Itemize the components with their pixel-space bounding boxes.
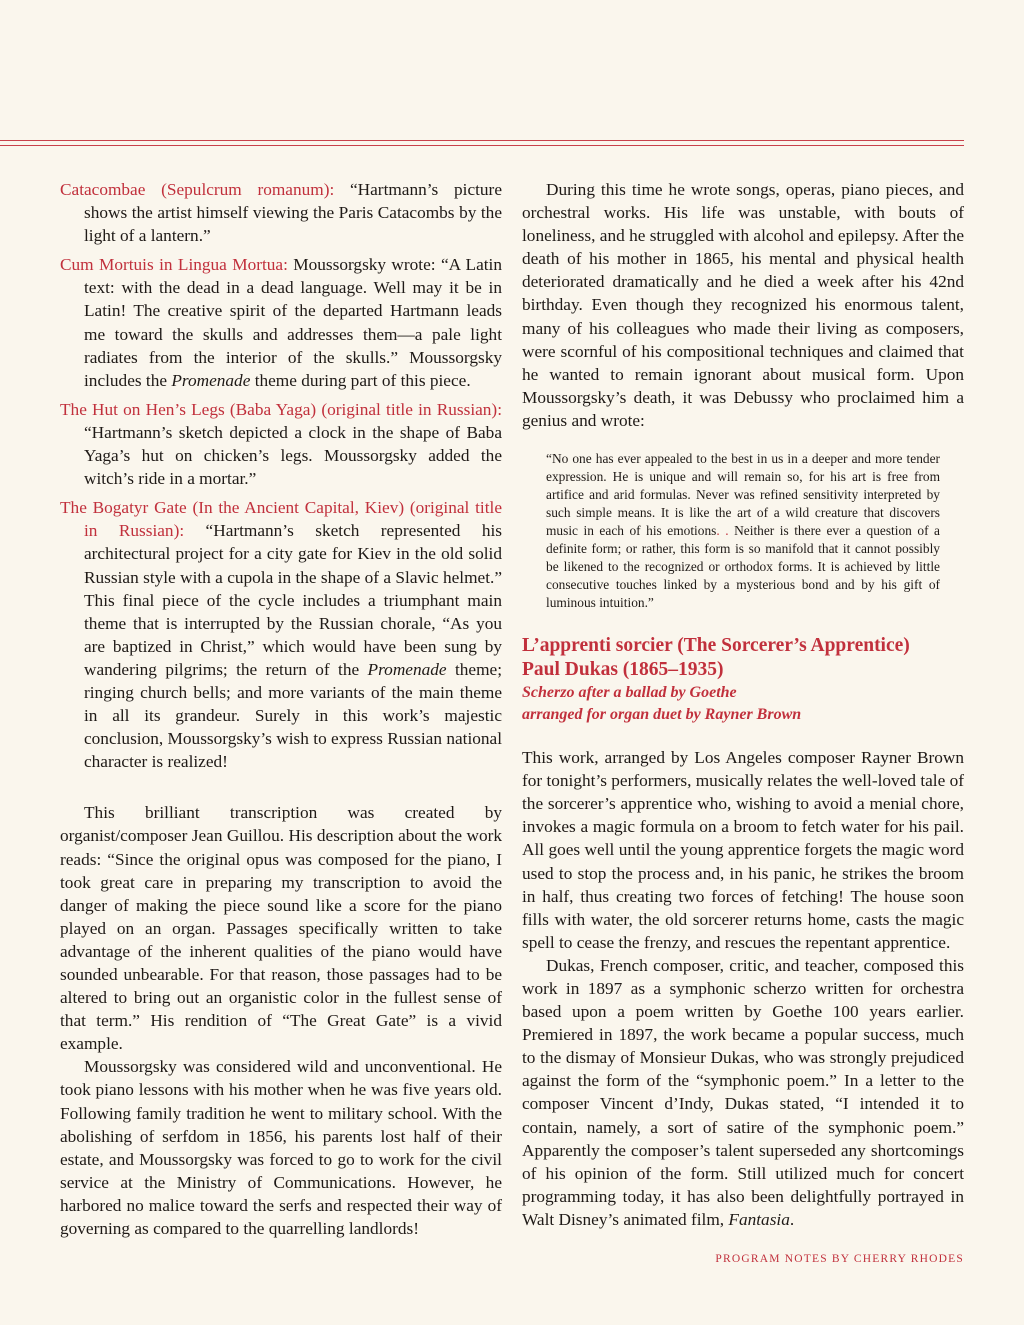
piece-heading <box>522 634 964 726</box>
piece-subtitle: Scherzo after a ballad by Goethe <box>522 684 737 702</box>
movement-title: Cum Mortuis in Lingua Mortua: <box>60 255 288 275</box>
piece-arranger: arranged for organ duet by Rayner Brown <box>522 706 802 724</box>
paragraph-text: Dukas, French composer, critic, and teacher, composed this work in 1897 as a symphonic scherzo written for orchestra based upon a poem written by Goethe 100 years earlier. Premiered in 1897, the work became a popular success, much to the dismay of Monsieur Dukas, who was strongly prejudiced against the form of the “symphonic poem.” In a letter to the composer Vincent d’Indy, Dukas stated, “I intended it to contain, namely, a sort of satire of the symphonic poem.” Apparently the composer’s talent superseded any shortcomings of his opinion of the form. Still utilized much for concert programming today, it has also been delightfully portrayed in Walt Disney’s animated film, <box>522 955 964 1229</box>
movement-text: Moussorgsky wrote: “A Latin text: with the dead in a dead language. Well may it be in Latin! The creative spirit of the departed Hartmann leads me toward the skulls and addresses them—a pale light radiates from the interior of the skulls.” Moussorgsky includes the <box>84 255 502 390</box>
movement-text-italic: Promenade <box>171 370 251 390</box>
left-column <box>60 178 502 1240</box>
movement-text: “Hartmann’s picture shows the artist himself viewing the Paris Catacombs by the light of a lantern.” <box>84 180 502 246</box>
movement-entry-catacombae <box>60 178 502 247</box>
right-column <box>522 178 964 1231</box>
body-paragraph-moussorgsky: Moussorgsky was considered wild and unconventional. He took piano lessons with his mother when he was five years old. Following family tradition he went to military school. With the abolishing of serfdom in 1856, his parents lost half of their estate, and Moussorgsky was forced to go to work for the civil service at the Ministry of Communications. However, he harbored no malice toward the serfs and respected their way of governing as compared to the quarrelling landlords! <box>60 1057 502 1239</box>
body-paragraph-transcription: This brilliant transcription was created by organist/composer Jean Guillou. His description about the work reads: “Since the original opus was composed for the piano, I took great care in preparing my transcription to avoid the danger of making the piece sound like a score for the piano played on an organ. Passages specifically written to take advantage of the inherent qualities of the piano would have sounded unbearable. For that reason, those passages had to be altered to bring out an organistic color in the fullest sense of that term.” His rendition of “The Great Gate” is a vivid example. <box>60 803 502 1054</box>
header-rule-bottom <box>0 145 964 146</box>
movement-entry-bogatyr-gate <box>60 496 502 773</box>
movement-entry-cum-mortuis <box>60 253 502 392</box>
movement-text: theme during part of this piece. <box>250 370 471 390</box>
body-paragraph-dukas <box>522 954 964 1231</box>
spacer <box>60 779 502 801</box>
program-notes-credit: PROGRAM NOTES BY CHERRY RHODES <box>715 1253 964 1265</box>
movement-title: The Bogatyr Gate (In the Ancient Capital, Kiev) (original title in Russian): <box>60 498 502 541</box>
paragraph-text: . <box>789 1209 795 1229</box>
movement-text: “Hartmann’s sketch represented his architectural project for a city gate for Kiev in the old solid Russian style with a cupola in the shape of a Slavic helmet.” This final piece of the cycle includes a triumphant main theme that is interrupted by the Russian chorale, “As you are baptized in Christ,” which would have been sung by wandering pilgrims; the return of the <box>84 521 502 679</box>
movement-text: “Hartmann’s sketch depicted a clock in the shape of Baba Yaga’s hut on chicken’s legs. Moussorgsky added the witch’s ride in a mortar.” <box>84 422 502 489</box>
film-title: Fantasia <box>728 1209 790 1229</box>
quote-text: Neither is there ever a question of a definite form; or rather, this form is so manifold that it cannot possibly be likened to the recognized or orthodox forms. It is achieved by little consecutive touches linked by a mysterious bond and by his gift of luminous intuition.” <box>546 523 941 611</box>
movement-text: theme; ringing church bells; and more variants of the main theme in all its grandeur. Surely in this work’s majestic conclusion, Moussorgsky’s wish to express Russian national character is realized! <box>84 659 502 772</box>
movement-text-italic: Promenade <box>367 659 447 679</box>
quote-text: “No one has ever appealed to the best in us in a deeper and more tender expression. He is unique and will remain so, for his art is free from artifice and arid formulas. Never was refined sensitivity interpreted by such simple means. It is like the art of a wild creature that discovers music in each of his emotions <box>546 451 940 539</box>
body-paragraph-work: This work, arranged by Los Angeles composer Rayner Brown for tonight’s performers, musically relates the well-loved tale of the sorcerer’s apprentice who, wishing to avoid a menial chore, invokes a magic formula on a broom to fetch water for his pail. All goes well until the young apprentice forgets the magic word used to stop the process and, in his panic, he strikes the broom in half, thus creating two forces of fetching! The house soon fills with water, the old sorcerer returns home, casts the magic spell to cease the frenzy, and rescues the repentant apprentice. <box>522 748 964 952</box>
piece-composer: Paul Dukas (1865–1935) <box>522 659 724 681</box>
movement-title: The Hut on Hen’s Legs (Baba Yaga) (original title in Russian): <box>60 399 502 419</box>
debussy-quote <box>546 450 940 612</box>
quote-ellipsis: . . <box>716 523 729 539</box>
movement-title: Catacombae (Sepulcrum romanum): <box>60 180 335 199</box>
piece-title: L’apprenti sorcier (The Sorcerer’s Apprentice) <box>522 635 910 657</box>
header-rule-top <box>0 140 964 141</box>
movement-entry-baba-yaga <box>60 398 502 490</box>
body-paragraph-life: During this time he wrote songs, operas, piano pieces, and orchestral works. His life was unstable, with bouts of loneliness, and he struggled with alcohol and epilepsy. After the death of his mother in 1865, his mental and physical health deteriorated dramatically and he died a week after his 42nd birthday. Even though they recognized his enormous talent, many of his colleagues who made their living as composers, were scornful of his compositional techniques and claimed that he wanted to remain ignorant about musical form. Upon Moussorgsky’s death, it was Debussy who proclaimed him a genius and wrote: <box>522 180 964 430</box>
